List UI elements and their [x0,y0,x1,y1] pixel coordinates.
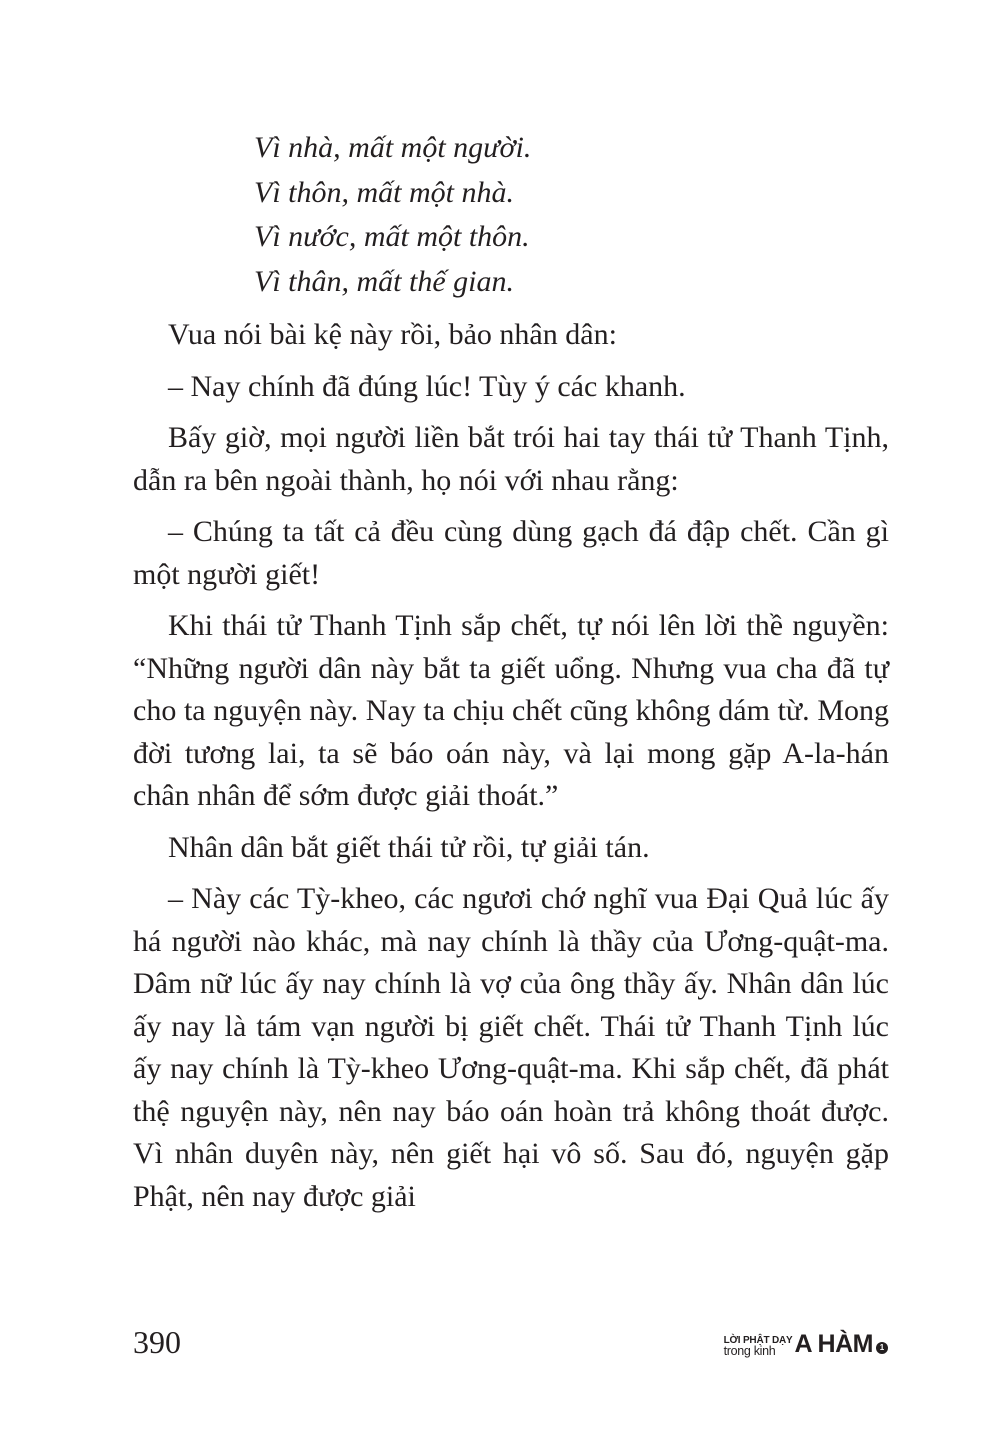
verse-line: Vì nhà, mất một người. [254,131,532,164]
verse-line: Vì thân, mất thế gian. [254,264,514,298]
running-title [724,1332,888,1362]
page-number: 390 [133,1324,181,1360]
volume-badge: 1 [876,1342,888,1354]
paragraph: – Này các Tỳ-kheo, các ngươi chớ nghĩ vua Đại Quả lúc ấy há người nào khác, mà nay chính là thầy của Ương-quật-ma. Dâm nữ lúc ấy nay chính là vợ của ông thầy ấy. Nhân dân lúc ấy nay là tám vạn người bị giết chết. Thái tử Thanh Tịnh lúc ấy nay chính là Tỳ-kheo Ương-quật-ma. Khi sắp chết, đã phát thệ nguyện này, nên nay báo oán hoàn trả không thoát được. Vì nhân duyên này, nên giết hại vô số. Sau đó, nguyện gặp Phật, nên nay được giải [133,882,889,1213]
paragraph: – Chúng ta tất cả đều cùng dùng gạch đá đập chết. Cần gì một người giết! [133,515,889,591]
verse-line: Vì thôn, mất một nhà. [254,175,514,209]
running-title-main: A HÀM [794,1330,873,1358]
paragraph: Khi thái tử Thanh Tịnh sắp chết, tự nói lên lời thề nguyền: “Những người dân này bắt ta giết uổng. Nhưng vua cha đã tự cho ta nguyện này. Nay ta chịu chết cũng không dám từ. Mong đời tương lai, ta sẽ báo oán này, và lại mong gặp A-la-hán chân nhân để sớm được giải thoát.” [133,609,889,812]
verse-block [254,126,531,304]
running-title-bottom: trong kinh [723,1344,776,1358]
paragraph: – Nay chính đã đúng lúc! Tùy ý các khanh. [168,369,686,403]
paragraph: Vua nói bài kệ này rồi, bảo nhân dân: [168,318,617,351]
body-text [133,314,889,1227]
running-title-small [724,1335,793,1357]
verse-line: Vì nước, mất một thôn. [254,220,530,253]
running-title-top: LỜI PHẬT DẠY [723,1335,793,1346]
paragraph: Nhân dân bắt giết thái tử rồi, tự giải tán. [168,830,650,864]
paragraph: Bấy giờ, mọi người liền bắt trói hai tay thái tử Thanh Tịnh, dẫn ra bên ngoài thành, họ nói với nhau rằng: [133,421,889,497]
